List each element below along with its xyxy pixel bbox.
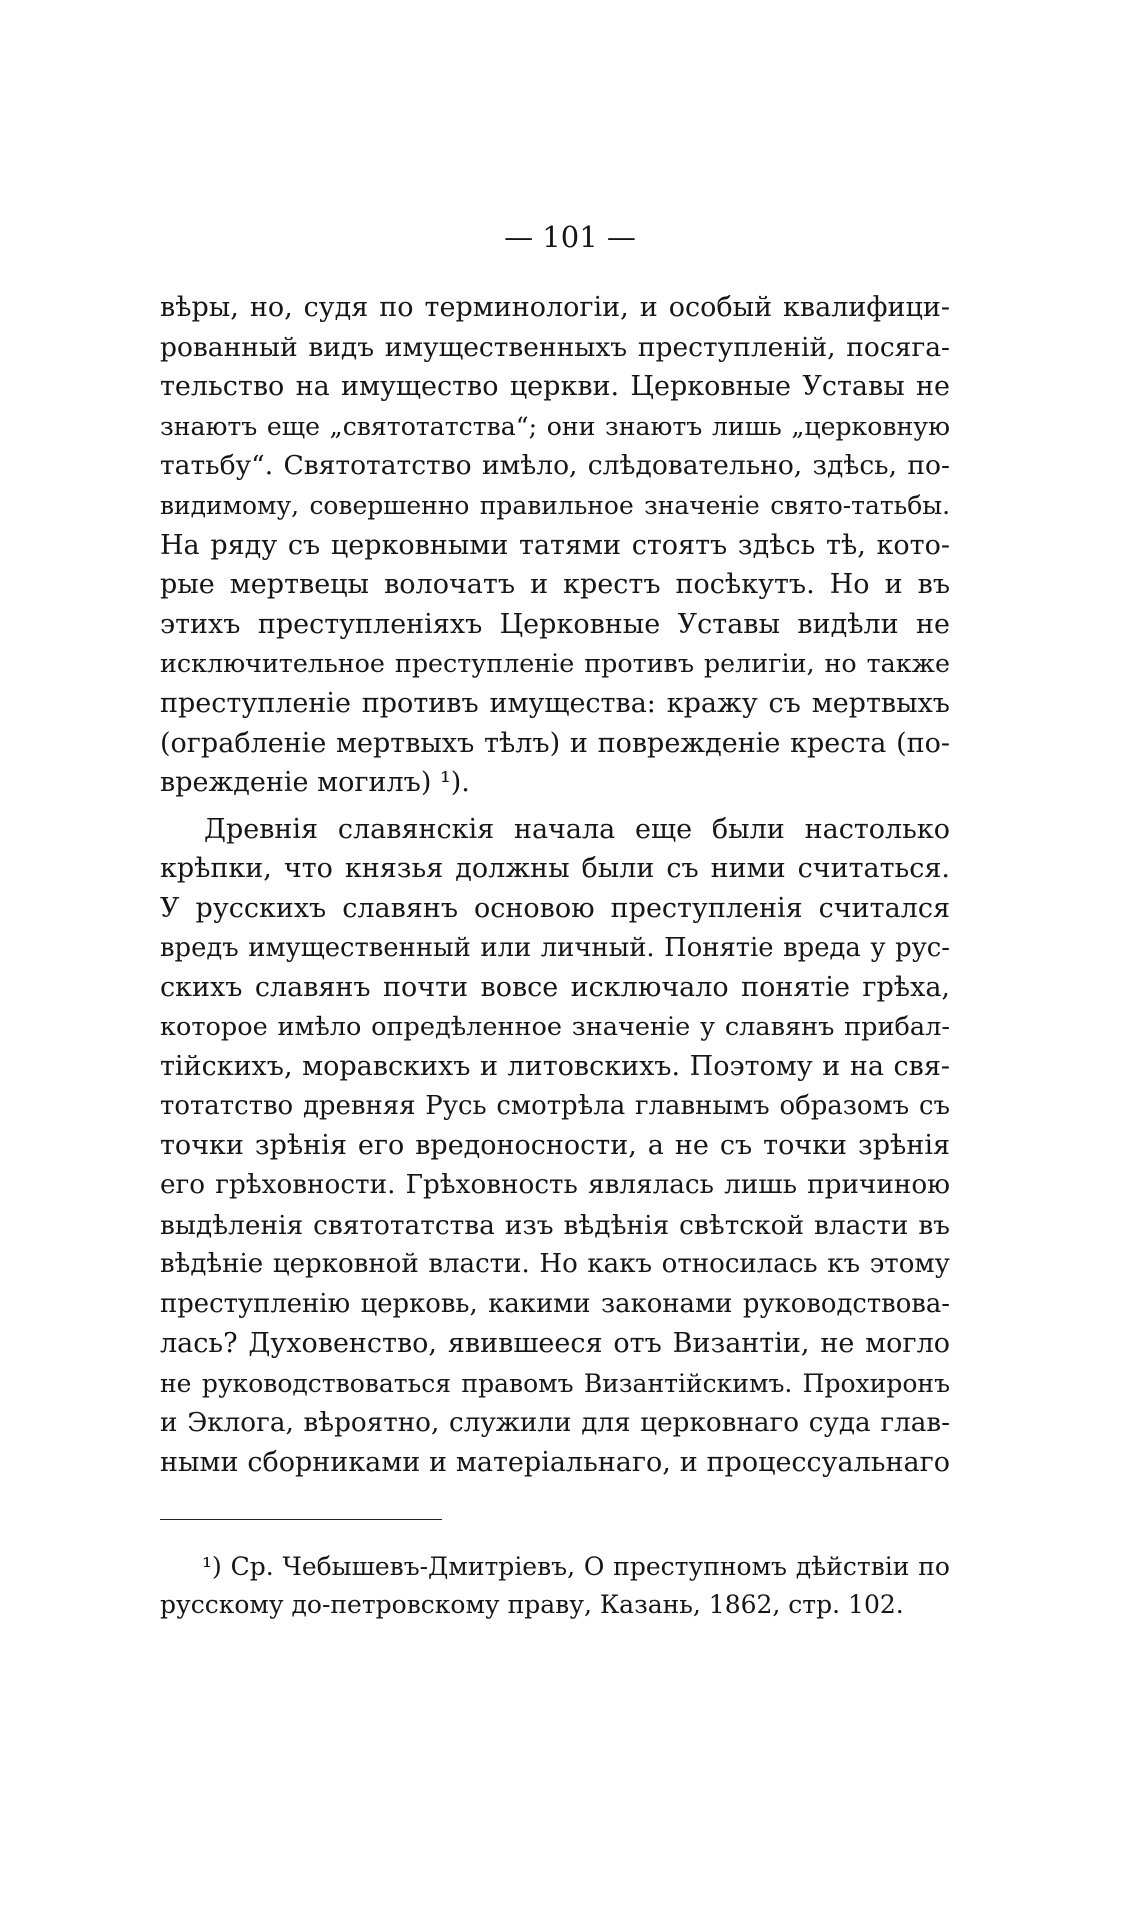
text-line: Древнія славянскія начала еще были настолько [204,813,950,845]
text-line: На ряду съ церковными татями стоятъ здѣсь тѣ, кото- [160,529,950,561]
text-line: крѣпки, что князья должны были съ ними считаться. [160,853,950,885]
text-line: исключительное преступленіе противъ религіи, но также [160,648,950,679]
text-line: У русскихъ славянъ основою преступленія считался [160,892,950,924]
paragraph [160,288,950,803]
text-line: ными сборниками и матеріальнаго, и процессуальнаго [160,1447,950,1479]
text-line: тельство на имущество церкви. Церковные Уставы не [160,371,950,403]
text-line: которое имѣло опредѣленное значеніе у славянъ прибал- [160,1011,950,1042]
text-line: этихъ преступленіяхъ Церковные Уставы видѣли не [160,608,950,640]
paragraph [160,810,950,1483]
paragraph-gap [160,803,950,810]
page-number: — 101 — [504,220,636,254]
text-line: рованный видъ имущественныхъ преступленій, посяга- [160,331,950,363]
text-line: и Эклога, вѣроятно, служили для церковнаго суда глав- [160,1407,950,1438]
text-line: его грѣховности. Грѣховность являлась лишь причиною [160,1170,950,1201]
text-line: скихъ славянъ почти вовсе исключало понятіе грѣха, [160,972,950,1004]
text-line: преступленіе противъ имущества: кражу съ мертвыхъ [160,687,950,719]
body-text [160,288,950,1483]
text-line: вѣры, но, судя по терминологіи, и особый квалифици- [160,292,950,323]
text-line: видимому, совершенно правильное значеніе свято-татьбы. [160,490,950,520]
text-line: вѣдѣніе церковной власти. Но какъ относилась къ этому [160,1249,950,1280]
text-line: знаютъ еще „святотатства“; они знаютъ лишь „церковную [160,411,950,441]
text-line: вредъ имущественный или личный. Понятіе вреда у рус- [160,932,950,963]
text-line: выдѣленія святотатства изъ вѣдѣнія свѣтской власти въ [160,1209,950,1241]
text-line: (ограбленіе мертвыхъ тѣлъ) и поврежденіе креста (по- [160,727,950,759]
footnotes [160,1548,950,1624]
text-line: врежденіе могилъ) ¹). [160,767,470,799]
text-line: не руководствоваться правомъ Византійскимъ. Прохиронъ [160,1369,950,1399]
text-line: тійскихъ, моравскихъ и литовскихъ. Поэтому и на свя- [160,1051,950,1083]
text-line: преступленію церковь, какими законами руководствова- [160,1288,950,1319]
text-line: рые мертвецы волочатъ и крестъ посѣкутъ. Но и въ [160,569,950,601]
text-line: точки зрѣнія его вредоносности, а не съ точки зрѣнія [160,1130,950,1162]
footnote-divider [160,1519,442,1520]
text-line: тотатство древняя Русь смотрѣла главнымъ образомъ съ [160,1090,950,1121]
text-line: татьбу“. Святотатство имѣло, слѣдовательно, здѣсь, по- [160,450,950,482]
text-line: лась? Духовенство, явившееся отъ Византіи, не могло [160,1328,950,1360]
footnote-line: русскому до-петровскому праву, Казань, 1862, стр. 102. [160,1590,904,1619]
footnote-line: ¹) Ср. Чебышевъ-Дмитріевъ, О преступномъ дѣйствіи по [202,1552,950,1581]
